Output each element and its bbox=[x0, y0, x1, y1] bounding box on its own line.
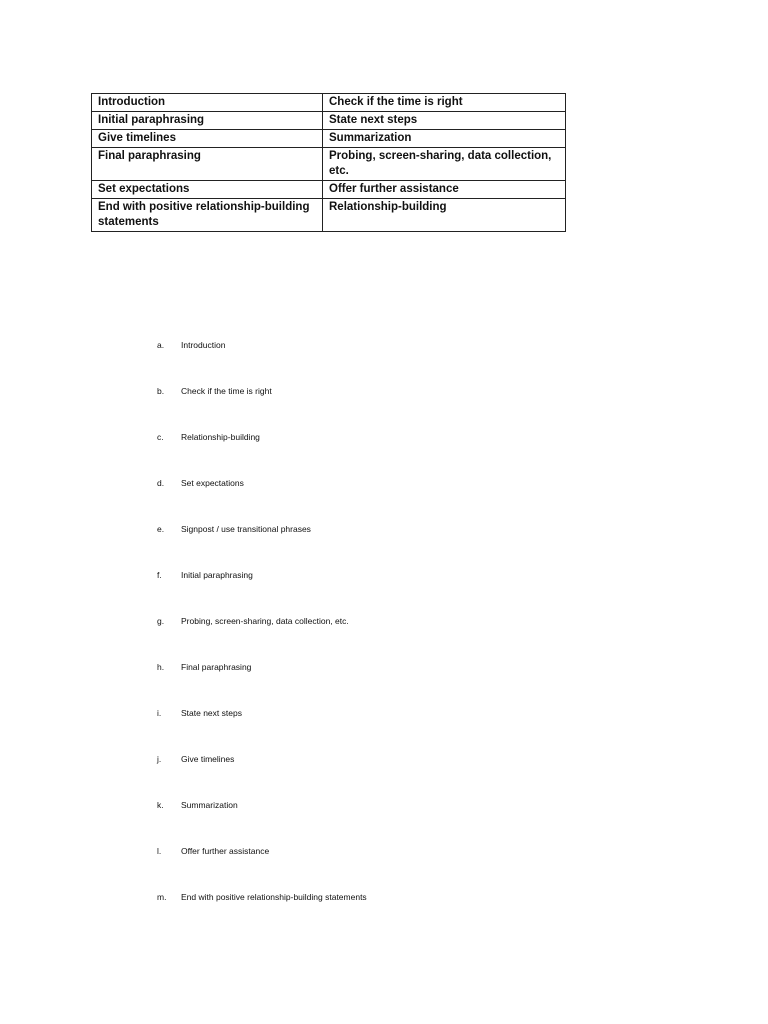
list-item-text: Relationship-building bbox=[181, 432, 260, 442]
list-item-text: Probing, screen-sharing, data collection, etc. bbox=[181, 616, 349, 626]
list-item-text: Set expectations bbox=[181, 478, 244, 488]
table-row bbox=[92, 148, 566, 181]
table-cell-left: Initial paraphrasing bbox=[92, 112, 323, 130]
table-cell-left: Give timelines bbox=[92, 130, 323, 148]
list-item-text: State next steps bbox=[181, 708, 242, 718]
table-cell-right: Summarization bbox=[323, 130, 566, 148]
table-cell-right: Check if the time is right bbox=[323, 94, 566, 112]
table-row bbox=[92, 112, 566, 130]
list-item-letter: a. bbox=[157, 340, 165, 350]
list-item-text: Summarization bbox=[181, 800, 238, 810]
table-row bbox=[92, 130, 566, 148]
list-item-letter: d. bbox=[157, 478, 165, 488]
list-item-letter: h. bbox=[157, 662, 165, 672]
list-item-letter: l. bbox=[157, 846, 162, 856]
list-item-text: Introduction bbox=[181, 340, 226, 350]
list-item-text: End with positive relationship-building statements bbox=[181, 892, 367, 902]
table-cell-right: Offer further assistance bbox=[323, 181, 566, 199]
table-cell-left: End with positive relationship-building statements bbox=[92, 199, 323, 232]
list-item-text: Signpost / use transitional phrases bbox=[181, 524, 311, 534]
list-item-letter: b. bbox=[157, 386, 165, 396]
table-cell-left: Set expectations bbox=[92, 181, 323, 199]
table-cell-left: Final paraphrasing bbox=[92, 148, 323, 181]
list-item-text: Final paraphrasing bbox=[181, 662, 252, 672]
list-item-letter: e. bbox=[157, 524, 165, 534]
table-row bbox=[92, 199, 566, 232]
table-cell-left: Introduction bbox=[92, 94, 323, 112]
list-item-letter: i. bbox=[157, 708, 162, 718]
list-item-text: Check if the time is right bbox=[181, 386, 272, 396]
list-item-letter: k. bbox=[157, 800, 164, 810]
list-item-letter: c. bbox=[157, 432, 164, 442]
list-item-letter: f. bbox=[157, 570, 162, 580]
list-item-text: Initial paraphrasing bbox=[181, 570, 253, 580]
pairing-table bbox=[91, 93, 566, 232]
table-cell-right: State next steps bbox=[323, 112, 566, 130]
list-item-text: Offer further assistance bbox=[181, 846, 270, 856]
list-item-letter: g. bbox=[157, 616, 165, 626]
table-row bbox=[92, 181, 566, 199]
table-row bbox=[92, 94, 566, 112]
list-item-letter: m. bbox=[157, 892, 167, 902]
list-item-text: Give timelines bbox=[181, 754, 235, 764]
list-item-letter: j. bbox=[157, 754, 162, 764]
table-cell-right: Probing, screen-sharing, data collection, etc. bbox=[323, 148, 566, 181]
table-cell-right: Relationship-building bbox=[323, 199, 566, 232]
